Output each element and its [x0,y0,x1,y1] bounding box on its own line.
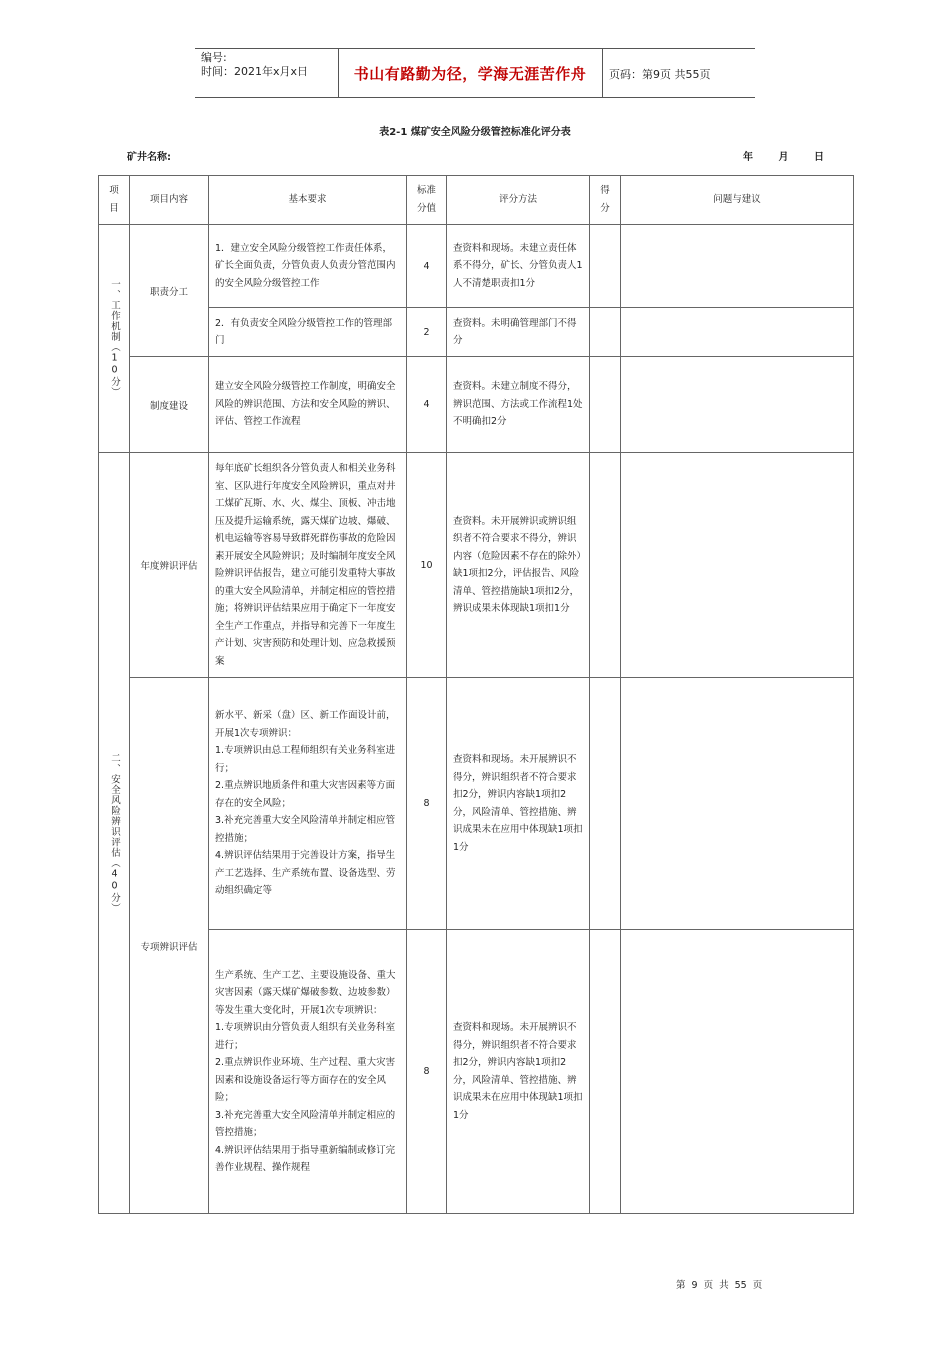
section-name: 一、工作机制（10分） [109,279,120,398]
score-cell: 8 [407,930,447,1214]
earned-score-cell[interactable] [590,308,621,357]
table-row [99,357,854,453]
column-header: 评分方法 [447,176,590,225]
column-header: 项目内容 [130,176,209,225]
header-page-label: 页码：第9页 共55页 [609,68,711,81]
requirement-cell: 建立安全风险分级管控工作制度，明确安全风险的辨识范围、方法和安全风险的辨识、评估、管控工作流程 [209,357,407,453]
page-footer: 第 9 页 共 55 页 [676,1280,763,1291]
table-header-row [99,176,854,225]
requirement-cell: 每年底矿长组织各分管负责人和相关业务科室、区队进行年度安全风险辨识，重点对井工煤矿瓦斯、水、火、煤尘、顶板、冲击地压及提升运输系统，露天煤矿边坡、爆破、机电运输等容易导致群死群伤事故的危险因素开展安全风险辨识；及时编制年度安全风险辨识评估报告，建立可能引发重特大事故的重大安全风险清单，并制定相应的管控措施；将辨识评估结果应用于确定下一年度安全生产工作重点，并指导和完善下一年度生产计划、灾害预防和处理计划、应急救援预案 [209,453,407,678]
score-cell: 4 [407,357,447,453]
earned-score-cell[interactable] [590,453,621,678]
suggestion-cell[interactable] [621,225,854,308]
suggestion-cell[interactable] [621,930,854,1214]
suggestion-cell[interactable] [621,678,854,930]
method-cell: 查资料和现场。未开展辨识不得分，辨识组织者不符合要求扣2分，辨识内容缺1项扣2分，风险清单、管控措施、辨识成果未在应用中体现缺1项扣1分 [447,678,590,930]
time-label: 时间：2021年x月x日 [201,65,309,78]
method-cell: 查资料。未明确管理部门不得分 [447,308,590,357]
suggestion-cell[interactable] [621,453,854,678]
table-row [99,308,854,357]
table-title: 表2-1 煤矿安全风险分级管控标准化评分表 [379,127,571,138]
section-cell [99,225,130,453]
item-content: 专项辨识评估 [130,678,209,1214]
method-cell: 查资料和现场。未开展辨识不得分，辨识组织者不符合要求扣2分，辨识内容缺1项扣2分，风险清单、管控措施、辨识成果未在应用中体现缺1项扣1分 [447,930,590,1214]
table-row [99,225,854,308]
mine-name-label: 矿井名称: [127,152,171,163]
requirement-cell: 生产系统、生产工艺、主要设施设备、重大灾害因素（露天煤矿爆破参数、边坡参数）等发生重大变化时，开展1次专项辨识： 1.专项辨识由分管负责人组织有关业务科室进行； 2.重点辨识作业环境、生产过程、重大灾害因素和设施设备运行等方面存在的安全风险； 3.补充完善重大安全风险清单并制定相应的管控措施； 4.辨识评估结果用于指导重新编制或修订完善作业规程、操作规程 [209,930,407,1214]
column-header: 项目 [99,176,130,225]
item-content: 制度建设 [130,357,209,453]
table-row [99,453,854,678]
suggestion-cell[interactable] [621,357,854,453]
column-header: 标准分值 [407,176,447,225]
earned-score-cell[interactable] [590,225,621,308]
date-label: 年 月 日 [743,152,824,163]
column-header: 基本要求 [209,176,407,225]
requirement-cell: 1．建立安全风险分级管控工作责任体系，矿长全面负责，分管负责人负责分管范围内的安全风险分级管控工作 [209,225,407,308]
method-cell: 查资料。未开展辨识或辨识组织者不符合要求不得分，辨识内容（危险因素不存在的除外）缺1项扣2分，评估报告、风险清单、管控措施缺1项扣2分，辨识成果未体现缺1项扣1分 [447,453,590,678]
column-header: 得分 [590,176,621,225]
requirement-cell: 2．有负责安全风险分级管控工作的管理部门 [209,308,407,357]
method-cell: 查资料。未建立制度不得分，辨识范围、方法或工作流程1处不明确扣2分 [447,357,590,453]
suggestion-cell[interactable] [621,308,854,357]
code-label: 编号: [201,51,227,64]
item-content: 职责分工 [130,225,209,357]
item-content: 年度辨识评估 [130,453,209,678]
earned-score-cell[interactable] [590,357,621,453]
column-header: 问题与建议 [621,176,854,225]
table-row [99,930,854,1214]
section-cell [99,453,130,1214]
page-header [195,48,755,98]
section-name: 二、安全风险辨识评估（40分） [109,752,120,914]
score-cell: 4 [407,225,447,308]
earned-score-cell[interactable] [590,930,621,1214]
scoring-table [98,175,854,1214]
header-motto: 书山有路勤为径，学海无涯苦作舟 [353,65,587,83]
earned-score-cell[interactable] [590,678,621,930]
score-cell: 8 [407,678,447,930]
table-row [99,678,854,930]
score-cell: 2 [407,308,447,357]
header-meta [201,51,308,79]
score-cell: 10 [407,453,447,678]
header-divider [602,49,603,97]
requirement-cell: 新水平、新采（盘）区、新工作面设计前，开展1次专项辨识： 1.专项辨识由总工程师组织有关业务科室进行； 2.重点辨识地质条件和重大灾害因素等方面存在的安全风险； 3.补充完善重大安全风险清单并制定相应管控措施； 4.辨识评估结果用于完善设计方案，指导生产工艺选择、生产系统布置、设备选型、劳动组织确定等 [209,678,407,930]
method-cell: 查资料和现场。未建立责任体系不得分，矿长、分管负责人1人不清楚职责扣1分 [447,225,590,308]
